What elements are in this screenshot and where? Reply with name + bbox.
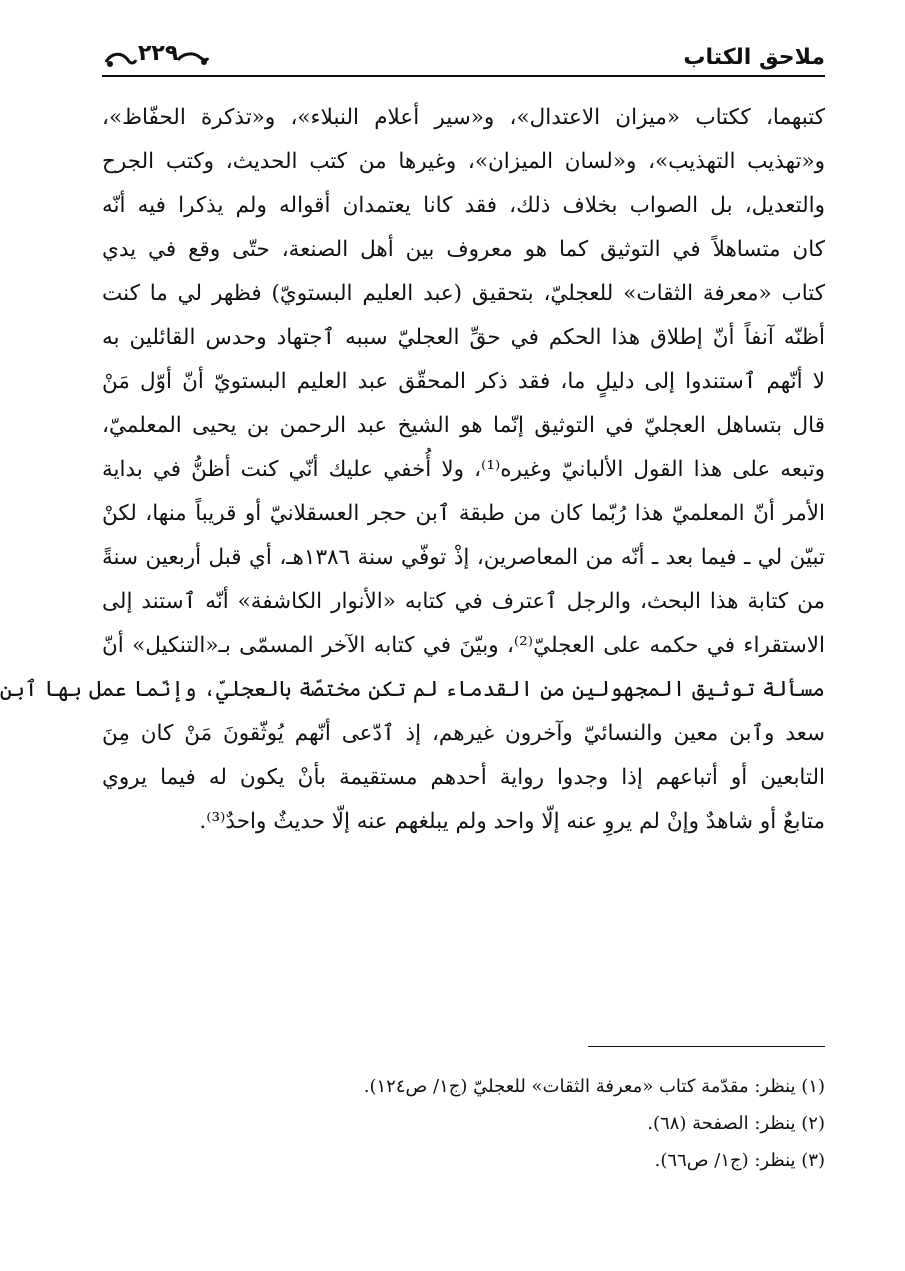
footnotes (102, 1068, 825, 1179)
page-number: ٢٢٩ (138, 41, 179, 66)
running-title: ملاحق الكتاب (683, 45, 825, 70)
body-line: من كتابة هذا البحث، والرجل ٱعترف في كتابه «الأنوار الكاشفة» أنّه ٱستند إلى (102, 589, 825, 614)
body-line: وتبعه على هذا القول الألبانيّ وغيره⁽¹⁾، ولا أُخفي عليك أنّي كنت أظنُّ في بداية (102, 457, 825, 482)
body-line: سعد وٱبن معين والنسائيّ وآخرون غيرهم، إذ ٱدّعى أنّهم يُوثّقونَ مَنْ كان مِنَ (102, 721, 825, 746)
body-line: و«تهذيب التهذيب»، و«لسان الميزان»، وغيرها من كتب الحديث، وكتب الجرح (102, 149, 825, 174)
page-header (102, 40, 825, 80)
body-text (0, 96, 825, 844)
body-line: الاستقراء في حكمه على العجليّ⁽²⁾، وبيّنَ في كتابه الآخر المسمّى بـ«التنكيل» أنّ (102, 633, 825, 658)
body-line: الأمر أنّ المعلميّ هذا رُبّما كان من طبقة ٱبن حجر العسقلانيّ أو قريباً منها، لكنْ (102, 501, 825, 526)
body-line: أظنّه آنفاً أنّ إطلاق هذا الحكم في حقِّ العجليّ سببه ٱجتهاد وحدس القائلين به (102, 325, 825, 350)
body-line: مسألة توثيق المجهولين من القدماء لم تكن مختصّة بالعجليّ، وإنّما عمل بها ٱبن (0, 677, 825, 702)
body-line: لا أنّهم ٱستندوا إلى دليلٍ ما، فقد ذكر المحقّق عبد العليم البستويّ أنّ أوّل مَنْ (102, 369, 825, 394)
body-line: كتاب «معرفة الثقات» للعجليّ، بتحقيق (عبد العليم البستويّ) فظهر لي ما كنت (102, 281, 825, 306)
body-line: كتبهما، ككتاب «ميزان الاعتدال»، و«سير أعلام النبلاء»، و«تذكرة الحفّاظ»، (102, 105, 825, 130)
body-line: كان متساهلاً في التوثيق كما هو معروف بين أهل الصنعة، حتّى وقع في يدي (102, 237, 825, 262)
body-line: متابعٌ أو شاهدٌ وإنْ لم يروِ عنه إلّا واحد ولم يبلغهم عنه إلّا حديثٌ واحدٌ⁽³⁾. (199, 809, 825, 834)
footnote-3: (٣) ينظر: (ج١/ ص٦٦). (654, 1150, 825, 1171)
body-line: التابعين أو أتباعهم إذا وجدوا رواية أحدهم مستقيمة بأنْ يكون له فيما يروي (102, 765, 825, 790)
footnote-2: (٢) ينظر: الصفحة (٦٨). (647, 1113, 825, 1134)
body-line: والتعديل، بل الصواب بخلاف ذلك، فقد كانا يعتمدان أقواله ولم يذكرا فيه أنّه (102, 193, 825, 218)
footnote-rule (588, 1046, 825, 1047)
header-rule (102, 75, 825, 77)
footnote-1: (١) ينظر: مقدّمة كتاب «معرفة الثقات» للعجليّ (ج١/ ص١٢٤). (363, 1076, 825, 1097)
body-line: تبيّن لي ـ فيما بعد ـ أنّه من المعاصرين، إذْ توفّي سنة ١٣٨٦هـ، أي قبل أربعين سنةً (102, 545, 825, 570)
body-line: قال بتساهل العجليّ في التوثيق إنّما هو الشيخ عبد الرحمن بن يحيى المعلميّ، (102, 413, 825, 438)
page-number-ornament (102, 40, 212, 74)
